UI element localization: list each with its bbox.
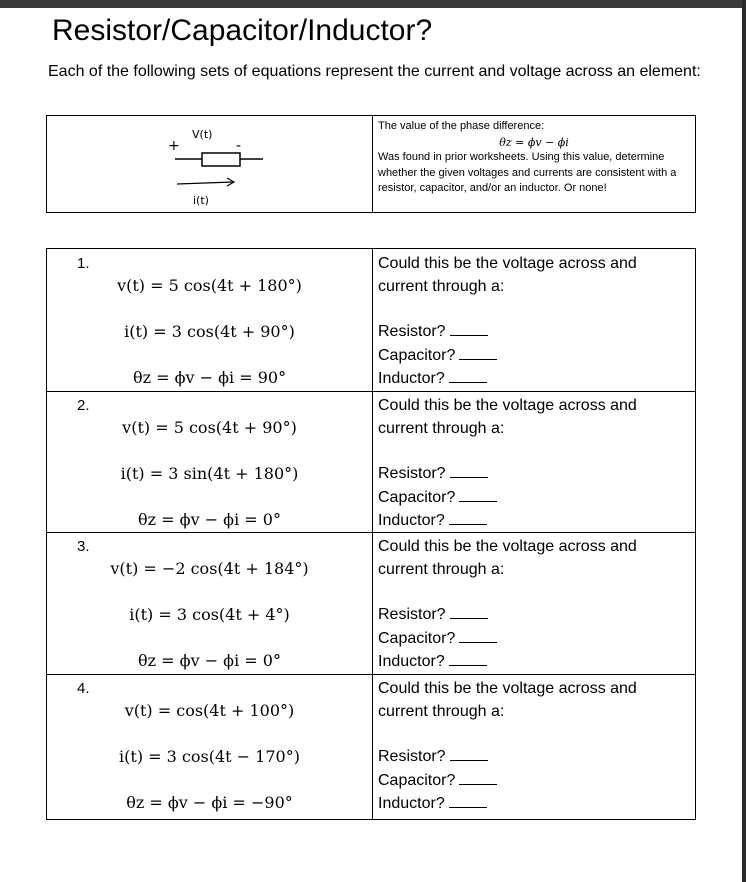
voltage-label: V(t)	[192, 128, 213, 141]
option-inductor[interactable]: Inductor?	[378, 367, 497, 391]
answer-options	[378, 603, 497, 674]
current-equation: i(t) = 3 cos(4t − 170°)	[119, 747, 300, 766]
question-text: Could this be the voltage across and current through a:	[378, 255, 637, 295]
answer-options	[378, 745, 497, 816]
phase-equation: θz = ϕv − ϕi = 0°	[138, 510, 281, 529]
current-label: i(t)	[193, 194, 209, 207]
note-line1: The value of the phase difference:	[378, 120, 545, 132]
page-title: Resistor/Capacitor/Inductor?	[52, 14, 433, 47]
problem-row-3	[47, 532, 695, 673]
plus-sign: +	[168, 138, 180, 154]
voltage-equation: v(t) = 5 cos(4t + 90°)	[122, 418, 297, 437]
option-inductor[interactable]: Inductor?	[378, 650, 497, 674]
option-inductor[interactable]: Inductor?	[378, 509, 497, 533]
option-resistor[interactable]: Resistor?	[378, 603, 497, 627]
problem-row-4	[47, 674, 695, 815]
problem-number: 4.	[77, 680, 90, 697]
option-resistor[interactable]: Resistor?	[378, 462, 497, 486]
question-text: Could this be the voltage across and current through a:	[378, 538, 637, 578]
circuit-diagram	[47, 116, 372, 212]
option-resistor[interactable]: Resistor?	[378, 745, 497, 769]
minus-sign: -	[236, 138, 242, 154]
problem-number: 2.	[77, 397, 90, 414]
voltage-equation: v(t) = cos(4t + 100°)	[124, 701, 295, 720]
voltage-equation: v(t) = 5 cos(4t + 180°)	[117, 276, 302, 295]
info-box	[46, 115, 696, 213]
option-inductor[interactable]: Inductor?	[378, 792, 497, 816]
option-capacitor[interactable]: Capacitor?	[378, 344, 497, 368]
option-capacitor[interactable]: Capacitor?	[378, 769, 497, 793]
answer-options	[378, 462, 497, 533]
problem-number: 1.	[77, 255, 90, 272]
problem-number: 3.	[77, 538, 90, 555]
resistor-diagram	[47, 116, 372, 212]
problems-table	[46, 248, 696, 820]
current-equation: i(t) = 3 cos(4t + 4°)	[129, 605, 290, 624]
intro-text: Each of the following sets of equations represent the current and voltage across an element:	[48, 63, 701, 80]
option-resistor[interactable]: Resistor?	[378, 320, 497, 344]
question-text: Could this be the voltage across and current through a:	[378, 397, 637, 437]
question-text: Could this be the voltage across and current through a:	[378, 680, 637, 720]
option-capacitor[interactable]: Capacitor?	[378, 627, 497, 651]
note-formula: θz = ϕv − ϕi	[499, 135, 569, 149]
phase-equation: θz = ϕv − ϕi = −90°	[126, 793, 293, 812]
phase-equation: θz = ϕv − ϕi = 0°	[138, 651, 281, 670]
voltage-equation: v(t) = −2 cos(4t + 184°)	[110, 559, 309, 578]
phase-note	[378, 119, 690, 197]
scroll-edge	[742, 0, 746, 882]
current-equation: i(t) = 3 sin(4t + 180°)	[120, 464, 299, 483]
answer-options	[378, 320, 497, 391]
problem-row-2	[47, 391, 695, 532]
window-top-edge	[0, 0, 746, 8]
option-capacitor[interactable]: Capacitor?	[378, 486, 497, 510]
note-rest: Was found in prior worksheets. Using this value, determine whether the given voltages and currents are consistent with a resistor, capacitor, and/or an inductor. Or none!	[378, 151, 677, 194]
problem-row-1	[47, 249, 695, 390]
phase-equation: θz = ϕv − ϕi = 90°	[132, 368, 287, 387]
current-equation: i(t) = 3 cos(4t + 90°)	[124, 322, 295, 341]
